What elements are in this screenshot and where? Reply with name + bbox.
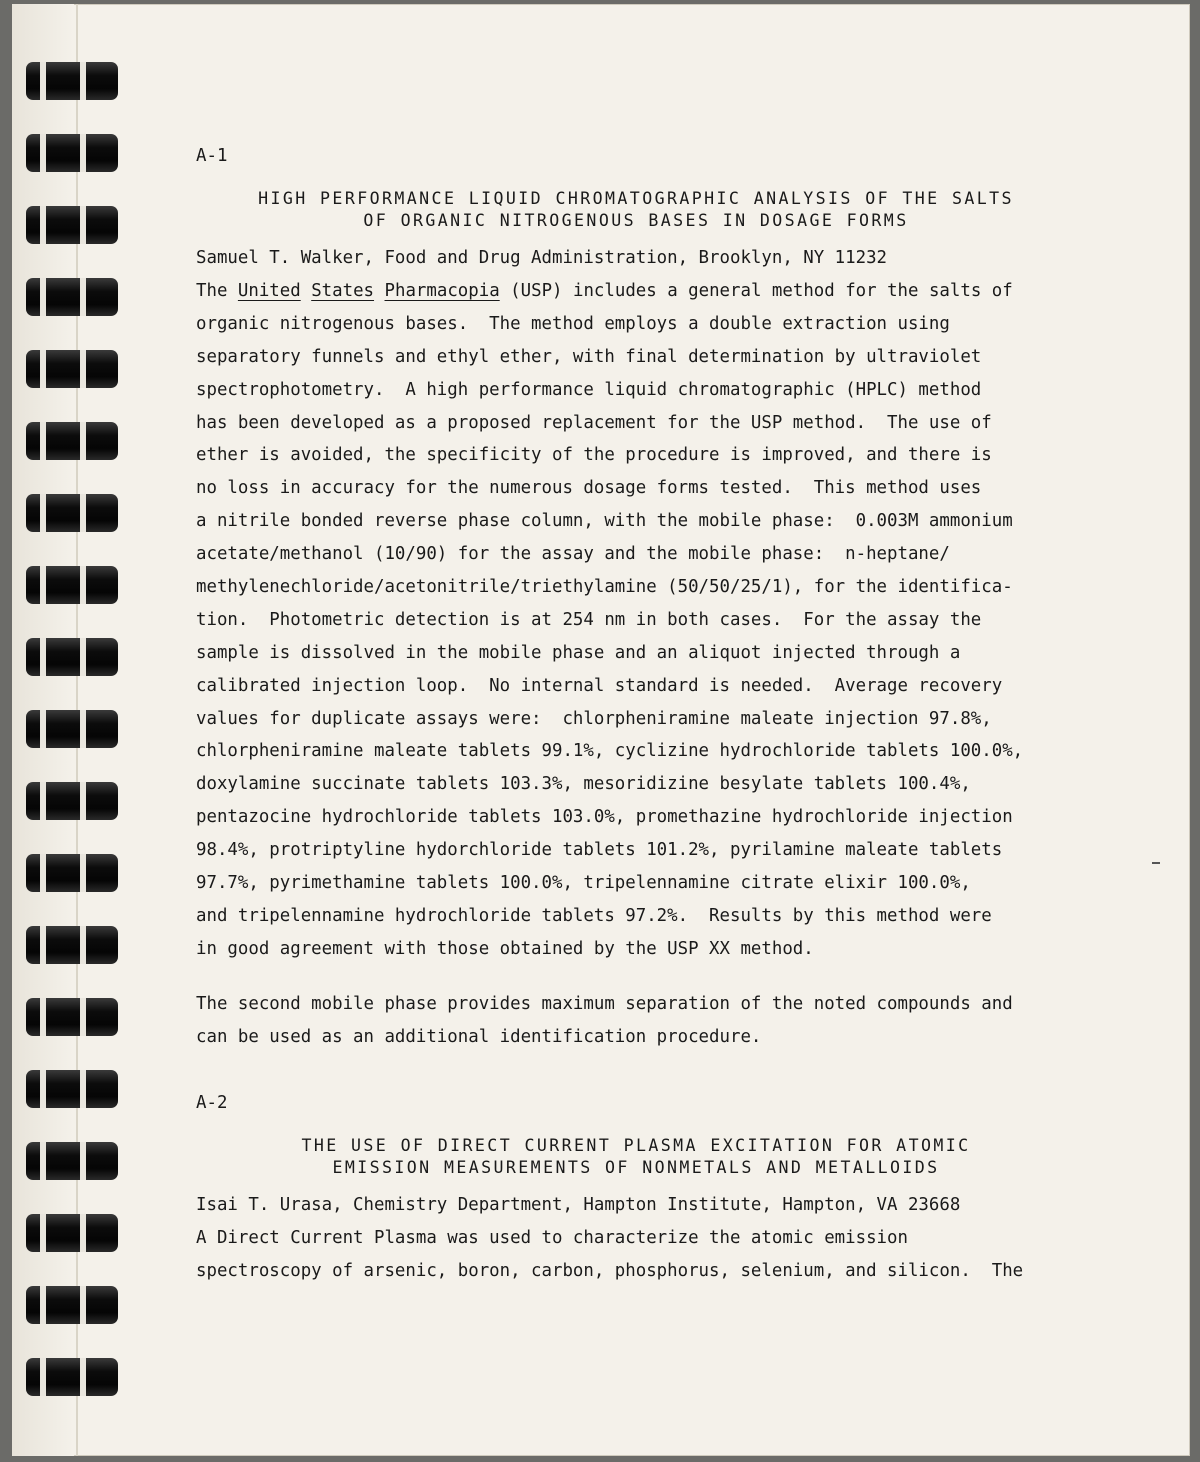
binding-coil: [26, 62, 118, 100]
binding-coil: [26, 710, 118, 748]
title-line: EMISSION MEASUREMENTS OF NONMETALS AND METALLOIDS: [332, 1158, 940, 1178]
text-line: 97.7%, pyrimethamine tablets 100.0%, tripelennamine citrate elixir 100.0%,: [196, 873, 971, 894]
abstract-paragraph: [196, 988, 1076, 1054]
binding-coil: [26, 350, 118, 388]
text-line: separatory funnels and ethyl ether, with final determination by ultraviolet: [196, 346, 982, 367]
title-line: THE USE OF DIRECT CURRENT PLASMA EXCITATION FOR ATOMIC: [301, 1136, 971, 1156]
text-line: has been developed as a proposed replacement for the USP method. The use of: [196, 412, 992, 433]
binding-coil: [26, 278, 118, 316]
binding-coil: [26, 206, 118, 244]
text-line: values for duplicate assays were: chlorpheniramine maleate injection 97.8%,: [196, 708, 992, 729]
text-line: [196, 275, 1076, 308]
text-line: tion. Photometric detection is at 254 nm in both cases. For the assay the: [196, 609, 982, 630]
binding-coil: [26, 1214, 118, 1252]
binding-coil: [26, 638, 118, 676]
binding-coil: [26, 1070, 118, 1108]
binding-coil: [26, 854, 118, 892]
underlined-word: States: [311, 281, 375, 301]
binding-coil: [26, 926, 118, 964]
text-line: methylenechloride/acetonitrile/triethylamine (50/50/25/1), for the identifica-: [196, 577, 1013, 598]
text-line: can be used as an additional identification procedure.: [196, 1026, 762, 1047]
text-line: A Direct Current Plasma was used to characterize the atomic emission: [196, 1228, 908, 1249]
binding-coil: [26, 566, 118, 604]
text-line: The second mobile phase provides maximum separation of the noted compounds and: [196, 993, 1013, 1014]
binding-coil: [26, 134, 118, 172]
text-line: organic nitrogenous bases. The method employs a double extraction using: [196, 313, 950, 334]
text-line: sample is dissolved in the mobile phase and an aliquot injected through a: [196, 642, 961, 663]
title-line: HIGH PERFORMANCE LIQUID CHROMATOGRAPHIC ANALYSIS OF THE SALTS: [258, 189, 1014, 208]
title-line: OF ORGANIC NITROGENOUS BASES IN DOSAGE FORMS: [363, 211, 909, 230]
paragraph-gap: [196, 966, 1076, 988]
document-text: [196, 140, 1076, 1288]
binding-coil: [26, 998, 118, 1036]
text-line: and tripelennamine hydrochloride tablets 97.2%. Results by this method were: [196, 905, 992, 926]
text-line: ether is avoided, the specificity of the procedure is improved, and there is: [196, 445, 992, 466]
binding-coil: [26, 1142, 118, 1180]
text-line: calibrated injection loop. No internal standard is needed. Average recovery: [196, 675, 1003, 696]
text-line: a nitrile bonded reverse phase column, with the mobile phase: 0.003M ammonium: [196, 511, 1013, 532]
text-line: chlorpheniramine maleate tablets 99.1%, cyclizine hydrochloride tablets 100.0%,: [196, 741, 1024, 762]
text-line: spectrophotometry. A high performance liquid chromatographic (HPLC) method: [196, 379, 982, 400]
section-gap: [196, 1053, 1076, 1087]
section-id: A-2: [196, 1093, 228, 1114]
binding-coil: [26, 1358, 118, 1396]
text-line: acetate/methanol (10/90) for the assay and the mobile phase: n-heptane/: [196, 544, 950, 565]
underlined-word: Pharmacopia: [384, 281, 500, 301]
binding-coil: [26, 1286, 118, 1324]
binding-coil: [26, 782, 118, 820]
section-id: A-1: [196, 146, 228, 166]
binding-coil: [26, 494, 118, 532]
text-run: (USP) includes a general method for the salts of: [499, 281, 1013, 301]
text-run: [301, 281, 311, 301]
section-title: [196, 1135, 1076, 1179]
abstract-paragraph: [196, 1222, 1076, 1288]
text-line: spectroscopy of arsenic, boron, carbon, phosphorus, selenium, and silicon. The: [196, 1261, 1024, 1282]
text-line: 98.4%, protriptyline hydorchloride tablets 101.2%, pyrilamine maleate tablets: [196, 840, 1003, 861]
text-line: doxylamine succinate tablets 103.3%, mesoridizine besylate tablets 100.4%,: [196, 774, 971, 795]
underlined-word: United: [237, 281, 301, 301]
text-line: no loss in accuracy for the numerous dosage forms tested. This method uses: [196, 478, 982, 499]
section-title: [196, 188, 1076, 232]
author-line: Isai T. Urasa, Chemistry Department, Hampton Institute, Hampton, VA 23668: [196, 1195, 961, 1216]
spiral-binding: [0, 0, 130, 1462]
text-line: in good agreement with those obtained by the USP XX method.: [196, 938, 814, 959]
author-line: Samuel T. Walker, Food and Drug Administration, Brooklyn, NY 11232: [196, 248, 888, 268]
margin-tick-mark: [1152, 862, 1160, 864]
text-line: pentazocine hydrochloride tablets 103.0%, promethazine hydrochloride injection: [196, 807, 1013, 828]
abstract-paragraph: [196, 275, 1076, 966]
binding-coil: [26, 422, 118, 460]
text-run: [374, 281, 384, 301]
text-run: The: [196, 281, 238, 301]
